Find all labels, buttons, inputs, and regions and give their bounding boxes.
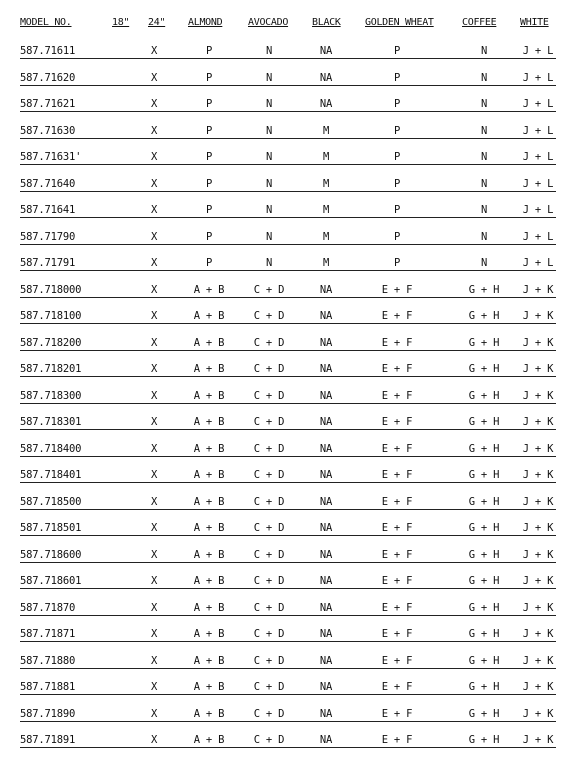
avocado-code: N	[265, 98, 273, 110]
white-code: J + L	[522, 98, 554, 110]
avocado-code: C + D	[253, 310, 285, 322]
golden-wheat-code: E + F	[381, 469, 413, 481]
row-underline	[20, 217, 556, 218]
size-24-mark: X	[150, 707, 158, 720]
model-number: 587.718000	[20, 283, 82, 296]
avocado-code: N	[265, 257, 273, 269]
almond-code: P	[205, 204, 213, 216]
model-number: 587.71891	[20, 734, 76, 746]
size-24-mark: X	[150, 363, 158, 375]
golden-wheat-code: E + F	[381, 283, 413, 296]
coffee-code: G + H	[468, 548, 500, 561]
avocado-code: C + D	[253, 469, 285, 481]
model-number: 587.71881	[20, 681, 76, 693]
white-code: J + L	[522, 257, 554, 269]
white-code: J + K	[522, 734, 554, 746]
golden-wheat-code: E + F	[381, 707, 413, 720]
row-underline	[20, 429, 556, 430]
golden-wheat-code: P	[393, 151, 401, 163]
size-24-mark: X	[150, 416, 158, 428]
white-code: J + K	[522, 548, 554, 561]
row-underline	[20, 509, 556, 510]
white-code: J + K	[522, 389, 554, 402]
coffee-code: G + H	[468, 628, 500, 640]
table-row	[0, 574, 576, 594]
white-code: J + K	[522, 654, 554, 667]
black-code: NA	[319, 734, 333, 746]
row-underline	[20, 403, 556, 404]
white-code: J + L	[522, 204, 554, 216]
coffee-code: G + H	[468, 363, 500, 375]
coffee-code: N	[480, 204, 488, 216]
almond-code: A + B	[193, 654, 225, 667]
header-golden-wheat: GOLDEN WHEAT	[365, 17, 434, 28]
avocado-code: C + D	[253, 654, 285, 667]
avocado-code: N	[265, 230, 273, 243]
size-24-mark: X	[150, 734, 158, 746]
black-code: NA	[319, 469, 333, 481]
avocado-code: C + D	[253, 495, 285, 508]
golden-wheat-code: E + F	[381, 654, 413, 667]
model-number: 587.71611	[20, 45, 76, 57]
table-row	[0, 707, 576, 727]
size-24-mark: X	[150, 522, 158, 534]
size-24-mark: X	[150, 257, 158, 269]
model-number: 587.71640	[20, 177, 76, 190]
row-underline	[20, 191, 556, 192]
size-24-mark: X	[150, 124, 158, 137]
size-24-mark: X	[150, 495, 158, 508]
black-code: NA	[319, 45, 333, 57]
model-number: 587.71791	[20, 257, 76, 269]
avocado-code: N	[265, 45, 273, 57]
golden-wheat-code: E + F	[381, 628, 413, 640]
black-code: NA	[319, 71, 333, 84]
row-underline	[20, 694, 556, 695]
coffee-code: N	[480, 151, 488, 163]
row-underline	[20, 588, 556, 589]
almond-code: P	[205, 151, 213, 163]
white-code: J + K	[522, 283, 554, 296]
avocado-code: N	[265, 177, 273, 190]
almond-code: P	[205, 257, 213, 269]
table-row	[0, 177, 576, 197]
avocado-code: N	[265, 71, 273, 84]
black-code: M	[322, 230, 330, 243]
black-code: NA	[319, 654, 333, 667]
black-code: M	[322, 151, 330, 163]
avocado-code: C + D	[253, 734, 285, 746]
model-number: 587.718500	[20, 495, 82, 508]
black-code: NA	[319, 336, 333, 349]
size-24-mark: X	[150, 151, 158, 163]
row-underline	[20, 138, 556, 139]
row-underline	[20, 270, 556, 271]
almond-code: A + B	[193, 469, 225, 481]
table-row	[0, 654, 576, 674]
white-code: J + K	[522, 442, 554, 455]
coffee-code: G + H	[468, 310, 500, 322]
row-underline	[20, 641, 556, 642]
almond-code: A + B	[193, 575, 225, 587]
golden-wheat-code: P	[393, 177, 401, 190]
white-code: J + K	[522, 416, 554, 428]
table-row	[0, 97, 576, 117]
golden-wheat-code: E + F	[381, 522, 413, 534]
white-code: J + K	[522, 363, 554, 375]
almond-code: P	[205, 230, 213, 243]
almond-code: A + B	[193, 707, 225, 720]
white-code: J + K	[522, 336, 554, 349]
row-underline	[20, 535, 556, 536]
black-code: NA	[319, 389, 333, 402]
golden-wheat-code: E + F	[381, 442, 413, 455]
white-code: J + L	[522, 151, 554, 163]
table-row	[0, 627, 576, 647]
size-24-mark: X	[150, 283, 158, 296]
avocado-code: C + D	[253, 601, 285, 614]
coffee-code: G + H	[468, 442, 500, 455]
avocado-code: C + D	[253, 548, 285, 561]
row-underline	[20, 85, 556, 86]
black-code: NA	[319, 681, 333, 693]
size-24-mark: X	[150, 575, 158, 587]
header-coffee: COFFEE	[462, 17, 497, 28]
row-underline	[20, 350, 556, 351]
row-underline	[20, 562, 556, 563]
avocado-code: C + D	[253, 707, 285, 720]
table-row	[0, 601, 576, 621]
golden-wheat-code: E + F	[381, 681, 413, 693]
almond-code: A + B	[193, 522, 225, 534]
almond-code: A + B	[193, 734, 225, 746]
black-code: NA	[319, 601, 333, 614]
white-code: J + K	[522, 628, 554, 640]
golden-wheat-code: E + F	[381, 363, 413, 375]
model-number: 587.718100	[20, 310, 82, 322]
almond-code: A + B	[193, 310, 225, 322]
avocado-code: C + D	[253, 681, 285, 693]
table-header	[0, 16, 576, 36]
table-row	[0, 336, 576, 356]
coffee-code: N	[480, 98, 488, 110]
coffee-code: N	[480, 177, 488, 190]
black-code: NA	[319, 548, 333, 561]
black-code: NA	[319, 575, 333, 587]
white-code: J + K	[522, 681, 554, 693]
coffee-code: G + H	[468, 495, 500, 508]
almond-code: P	[205, 124, 213, 137]
table-row	[0, 124, 576, 144]
black-code: NA	[319, 310, 333, 322]
golden-wheat-code: P	[393, 257, 401, 269]
avocado-code: N	[265, 204, 273, 216]
row-underline	[20, 668, 556, 669]
coffee-code: G + H	[468, 601, 500, 614]
golden-wheat-code: P	[393, 45, 401, 57]
black-code: NA	[319, 416, 333, 428]
model-number: 587.718400	[20, 442, 82, 455]
golden-wheat-code: E + F	[381, 310, 413, 322]
row-underline	[20, 615, 556, 616]
model-number: 587.71620	[20, 71, 76, 84]
almond-code: A + B	[193, 681, 225, 693]
black-code: NA	[319, 522, 333, 534]
golden-wheat-code: E + F	[381, 734, 413, 746]
size-24-mark: X	[150, 628, 158, 640]
table-row	[0, 150, 576, 170]
coffee-code: N	[480, 45, 488, 57]
coffee-code: G + H	[468, 654, 500, 667]
table-row	[0, 680, 576, 700]
golden-wheat-code: E + F	[381, 495, 413, 508]
row-underline	[20, 456, 556, 457]
golden-wheat-code: E + F	[381, 416, 413, 428]
row-underline	[20, 482, 556, 483]
model-number: 587.71880	[20, 654, 76, 667]
almond-code: A + B	[193, 628, 225, 640]
coffee-code: G + H	[468, 389, 500, 402]
model-number: 587.718301	[20, 416, 82, 428]
black-code: M	[322, 177, 330, 190]
size-24-mark: X	[150, 310, 158, 322]
model-number: 587.718501	[20, 522, 82, 534]
table-row	[0, 44, 576, 64]
avocado-code: C + D	[253, 522, 285, 534]
row-underline	[20, 323, 556, 324]
avocado-code: C + D	[253, 363, 285, 375]
model-number: 587.71621	[20, 98, 76, 110]
golden-wheat-code: P	[393, 230, 401, 243]
black-code: NA	[319, 495, 333, 508]
size-24-mark: X	[150, 336, 158, 349]
table-row	[0, 71, 576, 91]
size-24-mark: X	[150, 98, 158, 110]
model-number: 587.71871	[20, 628, 76, 640]
size-24-mark: X	[150, 45, 158, 57]
model-number: 587.71790	[20, 230, 76, 243]
white-code: J + K	[522, 522, 554, 534]
model-number: 587.718601	[20, 575, 82, 587]
size-24-mark: X	[150, 442, 158, 455]
size-24-mark: X	[150, 469, 158, 481]
white-code: J + L	[522, 124, 554, 137]
model-number: 587.71630	[20, 124, 76, 137]
black-code: M	[322, 204, 330, 216]
golden-wheat-code: E + F	[381, 336, 413, 349]
model-number: 587.718600	[20, 548, 82, 561]
row-underline	[20, 111, 556, 112]
header-18-inch: 18"	[112, 17, 130, 28]
black-code: M	[322, 124, 330, 137]
coffee-code: N	[480, 257, 488, 269]
black-code: NA	[319, 707, 333, 720]
avocado-code: C + D	[253, 575, 285, 587]
coffee-code: G + H	[468, 575, 500, 587]
golden-wheat-code: P	[393, 98, 401, 110]
coffee-code: G + H	[468, 707, 500, 720]
white-code: J + L	[522, 45, 554, 57]
model-number: 587.71631'	[20, 151, 82, 163]
golden-wheat-code: P	[393, 124, 401, 137]
model-number: 587.718401	[20, 469, 82, 481]
table-row	[0, 362, 576, 382]
almond-code: P	[205, 98, 213, 110]
row-underline	[20, 747, 556, 748]
almond-code: P	[205, 71, 213, 84]
row-underline	[20, 721, 556, 722]
header-almond: ALMOND	[188, 17, 223, 28]
avocado-code: C + D	[253, 389, 285, 402]
coffee-code: G + H	[468, 681, 500, 693]
size-24-mark: X	[150, 389, 158, 402]
model-number: 587.71870	[20, 601, 76, 614]
avocado-code: C + D	[253, 628, 285, 640]
golden-wheat-code: P	[393, 71, 401, 84]
avocado-code: N	[265, 151, 273, 163]
coffee-code: N	[480, 124, 488, 137]
coffee-code: G + H	[468, 522, 500, 534]
table-row	[0, 230, 576, 250]
table-row	[0, 283, 576, 303]
white-code: J + K	[522, 575, 554, 587]
header-24-inch: 24"	[148, 17, 166, 28]
golden-wheat-code: E + F	[381, 548, 413, 561]
size-24-mark: X	[150, 681, 158, 693]
header-white: WHITE	[520, 17, 549, 28]
white-code: J + L	[522, 71, 554, 84]
model-number: 587.71890	[20, 707, 76, 720]
almond-code: A + B	[193, 548, 225, 561]
model-number: 587.718201	[20, 363, 82, 375]
golden-wheat-code: E + F	[381, 389, 413, 402]
white-code: J + L	[522, 230, 554, 243]
black-code: M	[322, 257, 330, 269]
golden-wheat-code: E + F	[381, 601, 413, 614]
golden-wheat-code: P	[393, 204, 401, 216]
avocado-code: C + D	[253, 283, 285, 296]
golden-wheat-code: E + F	[381, 575, 413, 587]
coffee-code: G + H	[468, 416, 500, 428]
table-row	[0, 495, 576, 515]
row-underline	[20, 297, 556, 298]
row-underline	[20, 376, 556, 377]
almond-code: P	[205, 45, 213, 57]
black-code: NA	[319, 442, 333, 455]
table-row	[0, 256, 576, 276]
avocado-code: N	[265, 124, 273, 137]
black-code: NA	[319, 98, 333, 110]
coffee-code: G + H	[468, 469, 500, 481]
model-number: 587.71641	[20, 204, 76, 216]
row-underline	[20, 244, 556, 245]
size-24-mark: X	[150, 177, 158, 190]
coffee-code: N	[480, 230, 488, 243]
coffee-code: G + H	[468, 734, 500, 746]
avocado-code: C + D	[253, 336, 285, 349]
black-code: NA	[319, 363, 333, 375]
black-code: NA	[319, 283, 333, 296]
table-row	[0, 521, 576, 541]
white-code: J + K	[522, 707, 554, 720]
black-code: NA	[319, 628, 333, 640]
almond-code: A + B	[193, 495, 225, 508]
table-row	[0, 548, 576, 568]
almond-code: A + B	[193, 601, 225, 614]
size-24-mark: X	[150, 601, 158, 614]
almond-code: A + B	[193, 336, 225, 349]
table-row	[0, 415, 576, 435]
white-code: J + K	[522, 601, 554, 614]
table-row	[0, 203, 576, 223]
almond-code: A + B	[193, 389, 225, 402]
almond-code: A + B	[193, 283, 225, 296]
almond-code: A + B	[193, 442, 225, 455]
almond-code: A + B	[193, 416, 225, 428]
table-row	[0, 389, 576, 409]
table-row	[0, 733, 576, 753]
size-24-mark: X	[150, 204, 158, 216]
table-row	[0, 442, 576, 462]
white-code: J + K	[522, 469, 554, 481]
header-black: BLACK	[312, 17, 341, 28]
row-underline	[20, 164, 556, 165]
white-code: J + K	[522, 495, 554, 508]
size-24-mark: X	[150, 230, 158, 243]
avocado-code: C + D	[253, 416, 285, 428]
size-24-mark: X	[150, 71, 158, 84]
size-24-mark: X	[150, 654, 158, 667]
coffee-code: G + H	[468, 283, 500, 296]
avocado-code: C + D	[253, 442, 285, 455]
header-model-no: MODEL NO.	[20, 17, 72, 28]
size-24-mark: X	[150, 548, 158, 561]
coffee-code: N	[480, 71, 488, 84]
table-row	[0, 309, 576, 329]
table-row	[0, 468, 576, 488]
white-code: J + L	[522, 177, 554, 190]
almond-code: P	[205, 177, 213, 190]
model-number: 587.718300	[20, 389, 82, 402]
coffee-code: G + H	[468, 336, 500, 349]
model-number: 587.718200	[20, 336, 82, 349]
header-avocado: AVOCADO	[248, 17, 289, 28]
almond-code: A + B	[193, 363, 225, 375]
white-code: J + K	[522, 310, 554, 322]
row-underline	[20, 58, 556, 59]
